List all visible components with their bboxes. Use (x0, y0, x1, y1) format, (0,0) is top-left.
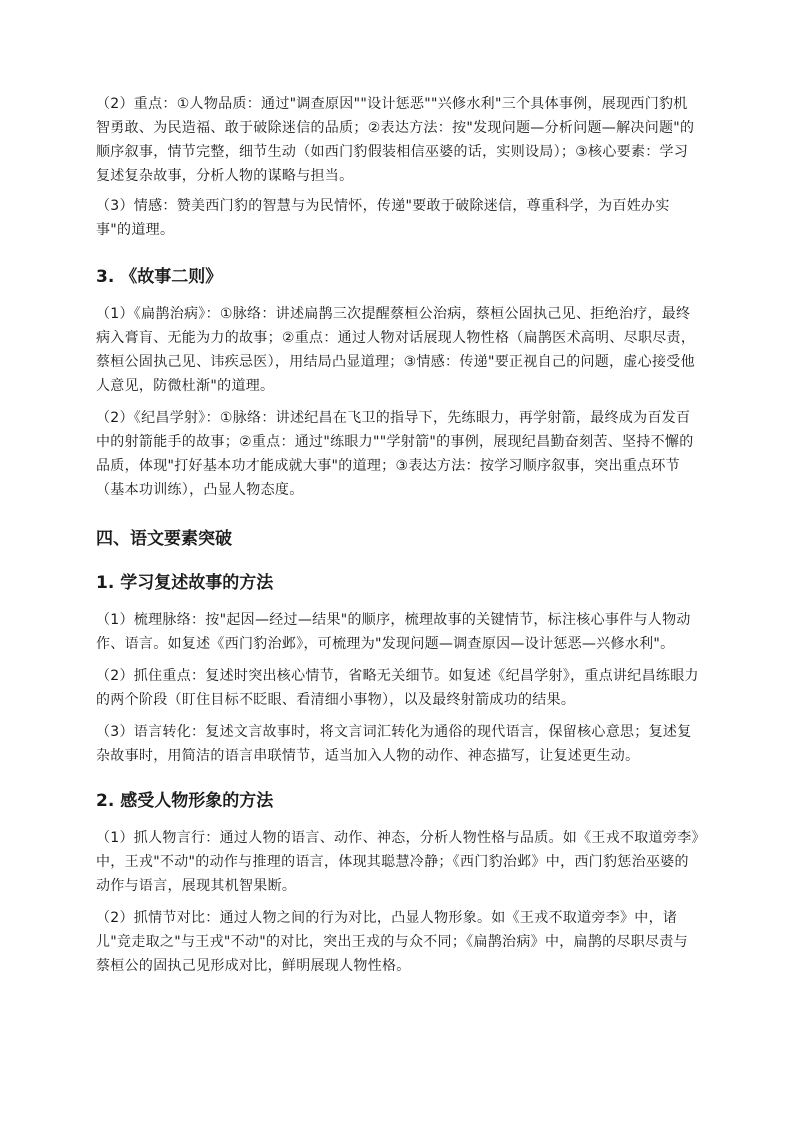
paragraph-plot-contrast: （2）抓情节对比：通过人物之间的行为对比，凸显人物形象。如《王戎不取道旁李》中，诸儿"竞走取之"与王戎"不动"的对比，突出王戎的与众不同；《扁鹊治病》中，扁鹊的尽职尽责与蔡桓公的固执己见形成对比，鲜明展现人物性格。 (96, 910, 688, 974)
chapter-heading-language-elements: 四、语文要素突破 (96, 529, 232, 549)
section-heading-retell-method: 1. 学习复述故事的方法 (96, 573, 274, 593)
document-page (96, 92, 700, 986)
paragraph-outline: （1）梳理脉络：按"起因—经过—结果"的顺序，梳理故事的关键情节，标注核心事件与人物动作、语言。如复述《西门豹治邺》，可梳理为"发现问题—调查原因—设计惩恶—兴修水利"。 (96, 612, 691, 652)
paragraph-jichang: （2）《纪昌学射》：①脉络：讲述纪昌在飞卫的指导下，先练眼力，再学射箭，最终成为百发百中的射箭能手的故事；②重点：通过"练眼力""学射箭"的事例，展现纪昌勤奋刻苦、坚持不懈的品质，体现"打好基本功才能成就大事"的道理；③表达方法：按学习顺序叙事，突出重点环节（基本功训练），凸显人物态度。 (96, 410, 694, 498)
paragraph-bianque: （1）《扁鹊治病》：①脉络：讲述扁鹊三次提醒蔡桓公治病，蔡桓公固执己见、拒绝治疗，最终病入膏肓、无能为力的故事；②重点：通过人物对话展现人物性格（扁鹊医术高明、尽职尽责，蔡桓公固执己见、讳疾忌医），用结局凸显道理；③情感：传递"要正视自己的问题，虚心接受他人意见，防微杜渐"的道理。 (96, 306, 696, 394)
paragraph-language-conversion: （3）语言转化：复述文言故事时，将文言词汇转化为通俗的现代语言，保留核心意思；复述复杂故事时，用简洁的语言串联情节，适当加入人物的动作、神态描写，让复述更生动。 (96, 724, 692, 764)
paragraph-xmb-emotion: （3）情感：赞美西门豹的智慧与为民情怀，传递"要敢于破除迷信，尊重科学，为百姓办实事"的道理。 (96, 198, 670, 238)
paragraph-xmb-key-points: （2）重点：①人物品质：通过"调查原因""设计惩恶""兴修水利"三个具体事例，展现西门豹机智勇敢、为民造福、敢于破除迷信的品质；②表达方法：按"发现问题—分析问题—解决问题"的顺序叙事，情节完整，细节生动（如西门豹假装相信巫婆的话，实则设局）；③核心要素：学习复述复杂故事，分析人物的谋略与担当。 (96, 96, 695, 184)
paragraph-focus: （2）抓住重点：复述时突出核心情节，省略无关细节。如复述《纪昌学射》，重点讲纪昌练眼力的两个阶段（盯住目标不眨眼、看清细小事物），以及最终射箭成功的结果。 (96, 668, 699, 708)
paragraph-words-actions: （1）抓人物言行：通过人物的语言、动作、神态，分析人物性格与品质。如《王戎不取道旁李》中，王戎"不动"的动作与推理的语言，体现其聪慧冷静；《西门豹治邺》中，西门豹惩治巫婆的动作与语言，展现其机智果断。 (96, 830, 699, 894)
section-heading-character-method: 2. 感受人物形象的方法 (96, 791, 274, 811)
section-heading-stories: 3. 《故事二则》 (96, 267, 223, 287)
